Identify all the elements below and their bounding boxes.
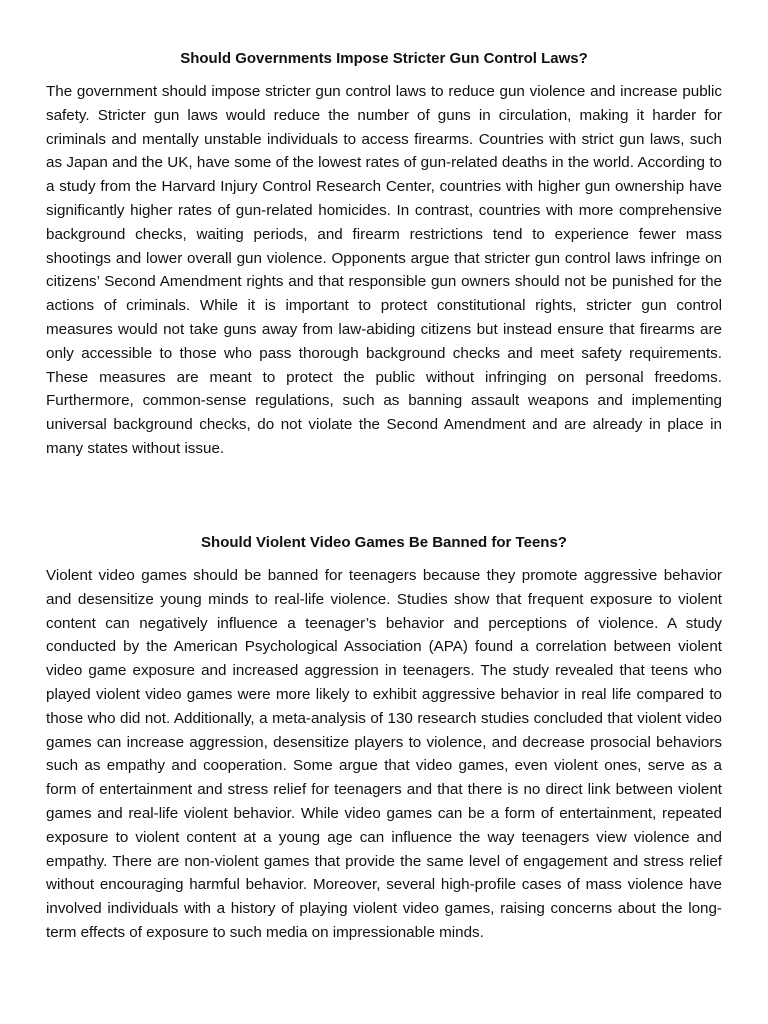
section-title-video-games: Should Violent Video Games Be Banned for Teens? [201,534,567,551]
section-title-gun-control: Should Governments Impose Stricter Gun Control Laws? [180,50,588,67]
section-body-video-games: Violent video games should be banned for teenagers because they promote aggressive behavior and desensitize young minds to real-life violence. Studies show that frequent exposure to violent content can negatively influence a teenager’s behavior and perceptions of violence. A study conducted by the American Psychological Association (APA) found a correlation between violent video game exposure and increased aggression in teenagers. The study revealed that teens who played violent video games were more likely to exhibit aggressive behavior in real life compared to those who did not. Additionally, a meta-analysis of 130 research studies concluded that violent video games can increase aggression, desensitize players to violence, and decrease prosocial behaviors such as empathy and cooperation. Some argue that video games, even violent ones, serve as a form of entertainment and stress relief for teenagers and that there is no direct link between violent games and real-life violent behavior. While video games can be a form of entertainment, repeated exposure to violent content at a young age can influence the way teenagers view violence and empathy. There are non-violent games that provide the same level of engagement and stress relief without encouraging harmful behavior. Moreover, several high-profile cases of mass violence have involved individuals with a history of playing violent video games, raising concerns about the long-term effects of exposure to such media on impressionable minds. [46,567,722,941]
section-body-gun-control: The government should impose stricter gun control laws to reduce gun violence and increase public safety. Stricter gun laws would reduce the number of guns in circulation, making it harder for criminals and mentally unstable individuals to access firearms. Countries with strict gun laws, such as Japan and the UK, have some of the lowest rates of gun-related deaths in the world. According to a study from the Harvard Injury Control Research Center, countries with higher gun ownership have significantly higher rates of gun-related homicides. In contrast, countries with more comprehensive background checks, waiting periods, and firearm restrictions tend to experience fewer mass shootings and lower overall gun violence. Opponents argue that stricter gun control laws infringe on citizens’ Second Amendment rights and that responsible gun owners should not be punished for the actions of criminals. While it is important to protect constitutional rights, stricter gun control measures would not take guns away from law-abiding citizens but instead ensure that firearms are only accessible to those who pass thorough background checks and meet safety requirements. These measures are meant to protect the public without infringing on personal freedoms. Furthermore, common-sense regulations, such as banning assault weapons and implementing universal background checks, do not violate the Second Amendment and are already in place in many states without issue. [46,83,722,457]
